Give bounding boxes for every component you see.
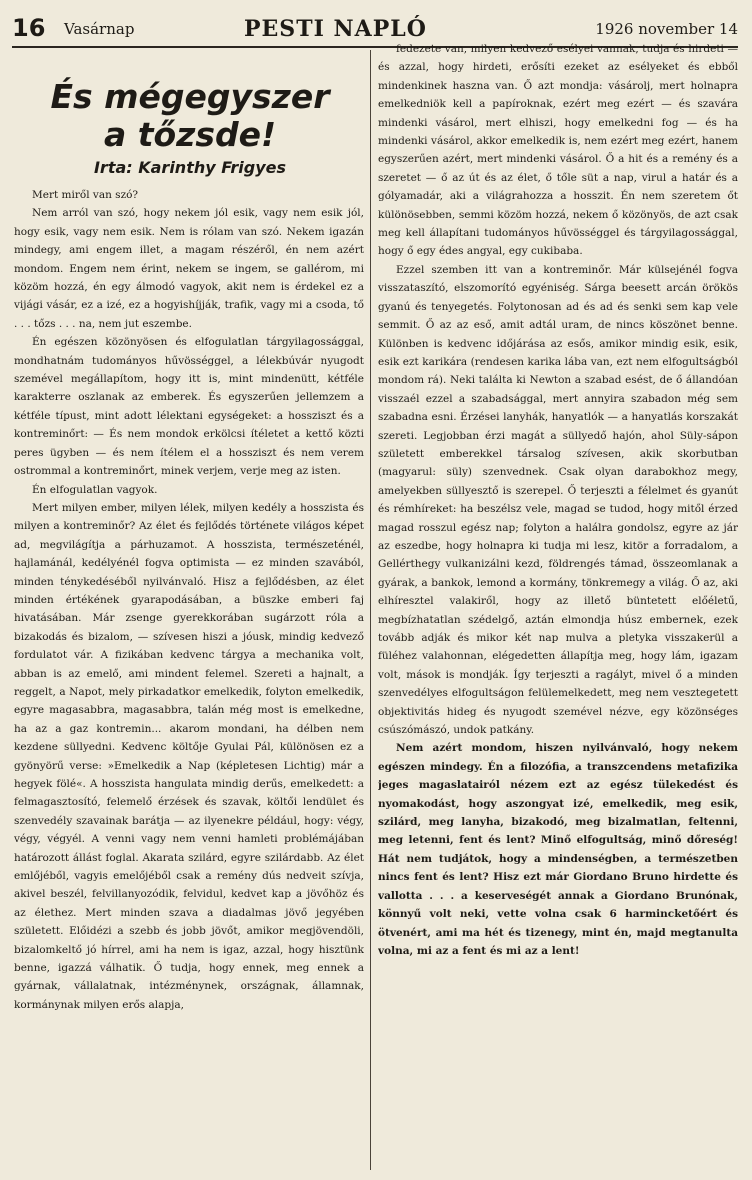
newspaper-name: PESTI NAPLÓ bbox=[244, 16, 427, 42]
paragraph: Ezzel szemben itt van a kontreminőr. Már külsejénél fogva visszataszító, elszomorító egyéniség. Sárga beesett arcán örökös gyanú és tenyegetés. Folytonosan ad és ad és senki sem kap vele semmit. Ő az az eső, amit adtál uram, de nincs köszönet benne. Különben is kedvenc időjárása az esős, amikor mindig esik, esik, esik ezt karikára (rendesen karika lába van, ezt nem elfogultságból mondom rá). Neki találta ki Newton a szabad esést, de ő állandóan visszaél ezzel a szabadsággal, mert annyira szabadon még sem szabadna esni. Érzései lanyhák, hanyatlók — a hanyatlás korszakát szereti. Legjobban érzi magát a süllyedő hajón, ahol Süly-sápon született emberekkel társalog szívesen, akik skorbutban (magyarul: süly) szenvednek. Csak olyan darabokhoz megy, amelyekben süllyesztő is szerepel. Ő terjeszti a félelmet és gyanút és rémhíreket: ha beszélsz vele, magad se tudod, hogy mitől érzed magad rosszul egész nap; folyton a halálra gondolsz, egyre az jár az eszedbe, hogy holnapra ki tudja mi lesz, kitör a forradalom, a Gellérthegy vulkanizálni kezd, földrengés támad, összeomlanak a gyárak, a bankok, lemond a kormány, tönkremegy a világ. Ő az, aki elhíresztel valakiről, hogy az illető büntetett előéletű, megbízhatatlan szédelgő, aztán elmondja húsz embernek, ezek tovább adják és mikor két nap mulva a pletyka visszakerül a füléhez valahonnan, elégedetten állapítja meg, hogy lám, igazam volt, mások is mondják. Így terjeszti a ragályt, mivel ő a minden szenvedélyes elfogultságon felülemelkedett, meg nem vesztegetett objektivitás hideg és nyugodt szemével nézve, egy közönséges csúszómászó, undok patkány. bbox=[378, 263, 738, 737]
byline: Irta: Karinthy Frigyes bbox=[93, 158, 287, 177]
paragraph: Én egészen közönyösen és elfogulatlan tárgyilagossággal, mondhatnám tudományos hűvösséggel, a lélekbúvár nyugodt szemével megállapítom, hogy itt is, mint mindenütt, kétféle karakterre oszlanak az emberek. És egyszerűen jellemzem a kétféle típust, mint adott lélektani egységeket: a hossziszt és a kontreminőrt: — És nem mondok erkölcsi ítéletet a kettő közti peres ügyben — és nem ítélem el a hossziszt és nem verem ostrommal a kontreminőrt, minek verjem, verje meg az isten. bbox=[14, 336, 364, 478]
title-line-2: a tőzsde! bbox=[103, 115, 277, 154]
paragraph: Én elfogulatlan vagyok. bbox=[32, 483, 158, 496]
right-column bbox=[378, 40, 738, 1170]
paragraph: Nem azért mondom, hiszen nyilvánvaló, hogy nekem egészen mindegy. Én a filozófia, a transzcendens metafizika jeges magaslatairól nézem ezt az egész tülekedést és nyomakodást, hogy aszongyat izé, emelkedik, meg esik, szilárd, meg lanyha, bizakodó, meg bizalmatlan, feltenni, meg letenni, fent és lent? Minő elfogultság, minő dőreség! Hát nem tudjátok, hogy a mindenségben, a természetben nincs fent és lent? Hisz ezt már Giordano Bruno hirdette és vallotta . . . a keserveségét annak a Giordano Brunónak, könnyű volt neki, vette volna csak 6 harmincketőért és ötvenért, ami ma hét és tizenegy, mint én, majd megtanulta volna, mi az a fent és mi az a lent! bbox=[378, 742, 738, 957]
issue-date: 1926 november 14 bbox=[595, 20, 738, 38]
paragraph: Nem arról van szó, hogy nekem jól esik, vagy nem esik jól, hogy esik, vagy nem esik. Nem is rólam van szó. Nekem igazán mindegy, ami engem illet, a magam részéről, én nem azért mondom. Engem nem érint, nekem se ingem, se gallérom, mi közöm hozzá, én egy álmodó vagyok, akit nem is érdekel ez a vijági vásár, ez a izé, ez a hogyishíjják, trafik, vagy mi a csoda, tő . . . tőzs . . . na, nem jut eszembe. bbox=[14, 207, 364, 330]
column-divider bbox=[370, 50, 371, 1170]
paragraph: Mert miről van szó? bbox=[32, 189, 139, 201]
weekday: Vasárnap bbox=[64, 20, 135, 38]
paragraph: fedezete van, milyen kedvező esélyei vannak, tudja és hirdeti — és azzal, hogy hirdeti, erősíti ezeket az esélyeket és ebből mindenkinek haszna van. Ő azt mondja: vásárolj, mert holnapra emelkedniök kell a papíroknak, ezért meg ezért — és szavára mindenki vásárol, mert elhiszi, hogy emelkedni fog — és ha mindenki vásárol, akkor emelkedik is, nem ezért meg ezért, hanem egyszerűen azért, mert mindenki vásárol. Ő a hit és a remény és a szeretet — ő az út és az élet, ő tőle süt a nap, virul a határ és a gólyamadár, aki a világrahozza a hosszit. Én nem szeretem őt különösebben, semmi közöm hozzá, nekem ő közönyös, de azt csak meg kell állapítani tudományos hűvösséggel és tárgyilagossággal, hogy ő egy édes angyal, egy cukibaba. bbox=[378, 43, 738, 258]
left-column bbox=[14, 186, 364, 1166]
paragraph: Mert milyen ember, milyen lélek, milyen kedély a hosszista és milyen a kontreminőr? Az élet és fejlődés története világos képet ad, megvilágítja a párhuzamot. A hosszista, természeténél, hajlamánál, kedélyénél fogva optimista — ez minden szavából, minden ténykedéséből nyilvánvaló. Hisz a fejlődésben, az élet minden értékének gyarapodásában, a büszke emberi faj hivatásában. Már zsenge gyerekkorában sugárzott róla a bizakodás és bizalom, — szívesen hiszi a jóusk, mindig kedvező fordulatot vár. A fizikában kedvenc tárgya a mechanika volt, abban is az emelő, ami mindent felemel. Szereti a hajnalt, a reggelt, a Napot, mely pirkadatkor emelkedik, folyton emelkedik, egyre magasabbra, magasabbra, talán még most is emelkedne, ha az a gaz kontremin... akarom mondani, ha délben nem kezdene süllyedni. Kedvenc költője Gyulai Pál, különösen ez a gyönyörű verse: »Emelkedik a Nap (képletesen Lichtig) már a hegyek fölé«. A hosszista hangulata mindig derűs, emelkedett: a felmagasztosító, felemelő érzések és szavak, költői lendület és szenvedély szavainak barátja — az ilyenekre például, hogy: végy, végy, végyél. A venni vagy nem venni hamleti problémájában határozott állást foglal. Akarata szilárd, egyre szilárdabb. Az élet emlőjéből, vagyis emelőjéből csak a remény dús nedveit szívja, akivel beszél, felvillanyozódik, felvidul, kedvet kap a jövőhöz és az élethez. Mert minden szava a diadalmas jövő jegyében született. Előidézi a szebb és jobb jövőt, amikor megjövendöli, bizalomkeltő jó hírrel, ami ha nem is igaz, azzal, hogy hisztünk benne, igazzá válhatik. Ő tudja, hogy ennek, meg ennek a gyárnak, vállalatnak, intézménynek, országnak, államnak, kormánynak milyen erős alapja, bbox=[14, 501, 364, 1011]
title-line-1: És mégegyszer bbox=[50, 77, 330, 116]
article-title bbox=[20, 78, 360, 154]
page-number: 16 bbox=[12, 14, 46, 42]
